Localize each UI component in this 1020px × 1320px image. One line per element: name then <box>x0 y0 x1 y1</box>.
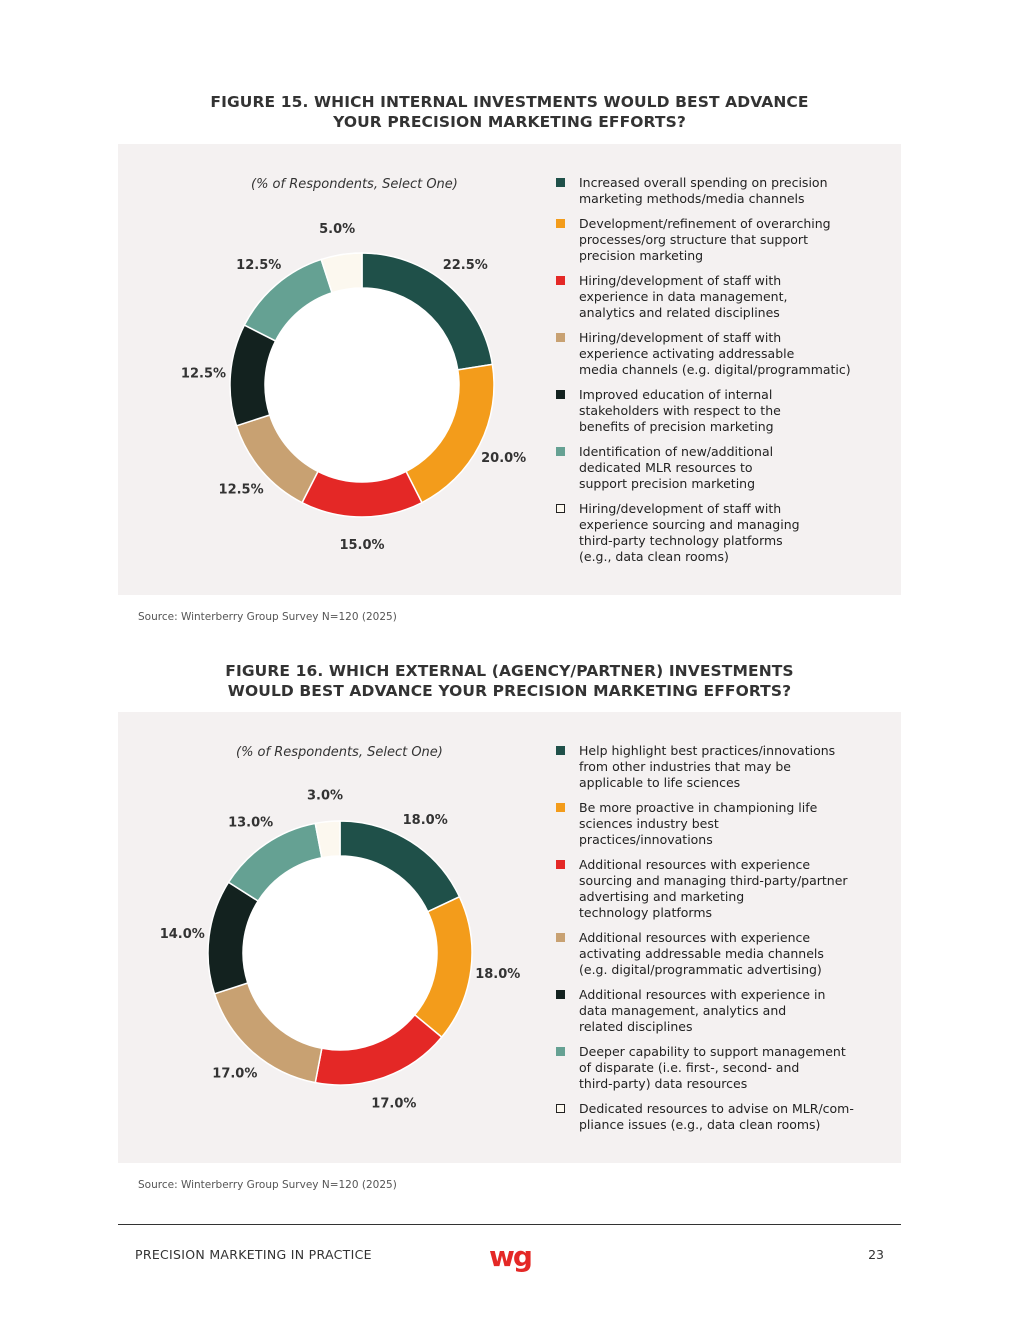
legend-label: Development/refinement of overarching processes/org structure that support precision marketing <box>579 216 831 263</box>
legend-item <box>555 1044 875 1092</box>
legend-label: Dedicated resources to advise on MLR/com- pliance issues (e.g., data clean rooms) <box>579 1101 854 1132</box>
legend-swatch <box>556 746 565 755</box>
legend-swatch <box>556 390 565 399</box>
footer-report-title: PRECISION MARKETING IN PRACTICE <box>135 1247 372 1262</box>
page-number: 23 <box>868 1247 884 1262</box>
legend-swatch <box>556 447 565 456</box>
figure-subtitle: (% of Respondents, Select One) <box>251 177 458 192</box>
legend-label: Additional resources with experience sourcing and managing third-party/partner advertising and marketing technology platforms <box>579 857 848 920</box>
legend-swatch <box>556 933 565 942</box>
legend-label: Increased overall spending on precision marketing methods/media channels <box>579 175 828 206</box>
legend-item <box>555 930 875 978</box>
legend-swatch <box>556 178 565 187</box>
legend-item <box>555 387 875 435</box>
figure-subtitle: (% of Respondents, Select One) <box>236 745 443 760</box>
data-label: 5.0% <box>319 221 356 237</box>
data-label: 12.5% <box>236 258 282 274</box>
legend-label: Additional resources with experience activating addressable media channels (e.g. digital/programmatic advertising) <box>579 930 824 977</box>
legend-swatch <box>556 276 565 285</box>
data-label: 12.5% <box>180 366 227 382</box>
legend-label: Identification of new/additional dedicated MLR resources to support precision marketing <box>579 444 774 491</box>
legend-label: Hiring/development of staff with experience activating addressable media channels (e.g. digital/programmatic) <box>579 330 851 377</box>
legend-item <box>555 330 875 378</box>
legend-label: Hiring/development of staff with experience sourcing and managing third-party technology platforms (e.g., data clean rooms) <box>579 501 800 564</box>
donut-hole <box>265 288 459 482</box>
data-label: 3.0% <box>307 788 344 804</box>
source-note: Source: Winterberry Group Survey N=120 (2025) <box>138 1179 397 1191</box>
legend-swatch <box>556 860 565 869</box>
legend-item <box>555 987 875 1035</box>
figure-15-title <box>118 92 901 132</box>
legend-swatch <box>556 1104 565 1113</box>
legend-swatch <box>556 219 565 228</box>
legend-label: Additional resources with experience in data management, analytics and related disciplines <box>579 987 826 1034</box>
legend-item <box>555 1101 875 1133</box>
legend-swatch <box>556 504 565 513</box>
wg-logo <box>489 1242 533 1282</box>
legend-swatch <box>556 990 565 999</box>
footer-divider <box>118 1224 901 1225</box>
legend-item <box>555 501 875 565</box>
figure-16-panel <box>118 712 901 1163</box>
legend-swatch <box>556 803 565 812</box>
legend-item <box>555 444 875 492</box>
data-label: 18.0% <box>475 966 521 982</box>
legend-item <box>555 743 875 791</box>
legend-item <box>555 216 875 264</box>
data-label: 22.5% <box>442 258 488 274</box>
figure-16-title <box>118 661 901 701</box>
source-note: Source: Winterberry Group Survey N=120 (2025) <box>138 611 397 623</box>
legend-item <box>555 857 875 921</box>
data-label: 12.5% <box>218 482 264 498</box>
data-label: 17.0% <box>212 1066 258 1082</box>
data-label: 17.0% <box>371 1096 417 1112</box>
data-label: 20.0% <box>481 451 527 467</box>
legend-item <box>555 800 875 848</box>
logo-text: wg <box>489 1242 531 1273</box>
legend-swatch <box>556 1047 565 1056</box>
legend-item <box>555 175 875 207</box>
data-label: 15.0% <box>339 538 385 553</box>
chart-legend <box>555 743 875 1142</box>
legend-item <box>555 273 875 321</box>
figure-title-line-1: FIGURE 16. WHICH EXTERNAL (AGENCY/PARTNER) INVESTMENTS <box>225 662 794 680</box>
data-label: 13.0% <box>228 815 274 831</box>
legend-label: Improved education of internal stakeholders with respect to the benefits of precision marketing <box>579 387 781 434</box>
data-label: 14.0% <box>159 927 205 943</box>
legend-label: Help highlight best practices/innovations from other industries that may be applicable to life sciences <box>579 743 836 790</box>
figure-title-line-2: WOULD BEST ADVANCE YOUR PRECISION MARKETING EFFORTS? <box>227 682 792 700</box>
legend-label: Deeper capability to support management of disparate (i.e. first-, second- and third-party) data resources <box>579 1044 846 1091</box>
figure-title-line-1: FIGURE 15. WHICH INTERNAL INVESTMENTS WOULD BEST ADVANCE <box>210 93 809 111</box>
figure-title-line-2: YOUR PRECISION MARKETING EFFORTS? <box>333 113 686 131</box>
legend-label: Hiring/development of staff with experience in data management, analytics and related disciplines <box>579 273 788 320</box>
donut-hole <box>243 856 437 1050</box>
chart-legend <box>555 175 875 574</box>
legend-label: Be more proactive in championing life sciences industry best practices/innovations <box>579 800 818 847</box>
legend-swatch <box>556 333 565 342</box>
data-label: 18.0% <box>402 812 448 828</box>
figure-15-panel <box>118 144 901 595</box>
